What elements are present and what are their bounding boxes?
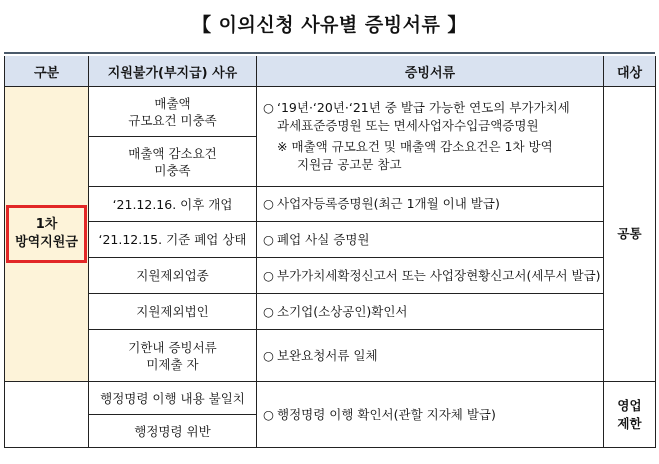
bullet-icon: ○ (263, 347, 274, 363)
category-line-1: 1차 (35, 217, 58, 232)
bullet-icon: ○ (263, 196, 274, 211)
category-blank-cell (5, 415, 89, 448)
header-documents: 증빙서류 (257, 56, 604, 87)
reason-cell: 지원제외법인 (89, 294, 257, 330)
bullet-icon: ○ (263, 406, 274, 422)
category-blank-cell (5, 382, 89, 415)
target-line: 영업 (617, 397, 642, 413)
category-highlight-box (6, 205, 87, 263)
header-row (5, 56, 656, 87)
note-text: 지원금 공고문 참고 (297, 157, 402, 172)
table-row (5, 330, 656, 382)
bullet-icon: ○ (263, 100, 274, 115)
reason-cell: ‘21.12.15. 기준 폐업 상태 (89, 222, 257, 258)
table-row (5, 294, 656, 330)
table-row (5, 87, 656, 137)
header-target: 대상 (604, 56, 656, 87)
reason-cell (89, 137, 257, 187)
doc-cell (257, 187, 604, 222)
category-line-2: 방역지원금 (15, 235, 78, 250)
reason-line: 매출액 감소요건 (128, 145, 217, 161)
doc-text: 과세표준증명원 또는 면세사업자수입금액증명원 (277, 118, 539, 133)
header-reason: 지원불가(부지급) 사유 (89, 56, 257, 87)
note-text: ※ 매출액 규모요건 및 매출액 감소요건은 1차 방역 (277, 139, 553, 154)
reason-cell (89, 330, 257, 382)
doc-cell (257, 222, 604, 258)
reason-line: 미제출 자 (146, 356, 199, 372)
reason-cell: ‘21.12.16. 이후 개업 (89, 187, 257, 222)
target-restricted-cell (604, 382, 656, 448)
reason-cell: 행정명령 위반 (89, 415, 257, 448)
doc-text: ‘19년·‘20년·‘21년 중 발급 가능한 연도의 부가가치세 (277, 100, 570, 115)
bullet-icon: ○ (263, 303, 274, 319)
doc-text: 사업자등록증명원(최근 1개월 이내 발급) (277, 196, 500, 211)
reason-cell (89, 87, 257, 137)
header-category: 구분 (5, 56, 89, 87)
doc-text: 폐업 사실 증명원 (277, 231, 370, 247)
doc-cell (257, 294, 604, 330)
category-cell (5, 87, 89, 382)
doc-cell (257, 330, 604, 382)
table-row (5, 258, 656, 294)
bullet-icon: ○ (263, 267, 274, 283)
reason-line: 규모요건 미충족 (128, 112, 217, 128)
table-row (5, 187, 656, 222)
target-common-cell: 공통 (604, 87, 656, 382)
reason-cell: 행정명령 이행 내용 불일치 (89, 382, 257, 415)
reason-line: 매출액 (154, 95, 191, 111)
bullet-icon: ○ (263, 231, 274, 247)
table-top-rule (4, 52, 655, 54)
sales-doc-cell (257, 87, 604, 187)
reason-line: 미충족 (154, 162, 191, 178)
table-row (5, 222, 656, 258)
doc-text: 부가가치세확정신고서 또는 사업장현황신고서(세무서 발급) (277, 267, 601, 283)
reason-cell: 지원제외업종 (89, 258, 257, 294)
reason-line: 기한내 증빙서류 (128, 339, 217, 355)
doc-cell (257, 258, 604, 294)
evidence-table (4, 56, 656, 448)
doc-text: 소기업(소상공인)확인서 (277, 303, 408, 319)
doc-text: 보완요청서류 일체 (277, 347, 378, 363)
table-row (5, 382, 656, 415)
doc-text: 행정명령 이행 확인서(관할 지자체 발급) (277, 406, 496, 422)
page-title: 【 이의신청 사유별 증빙서류 】 (192, 14, 467, 36)
target-line: 제한 (617, 415, 642, 431)
admin-doc-cell (257, 382, 604, 448)
